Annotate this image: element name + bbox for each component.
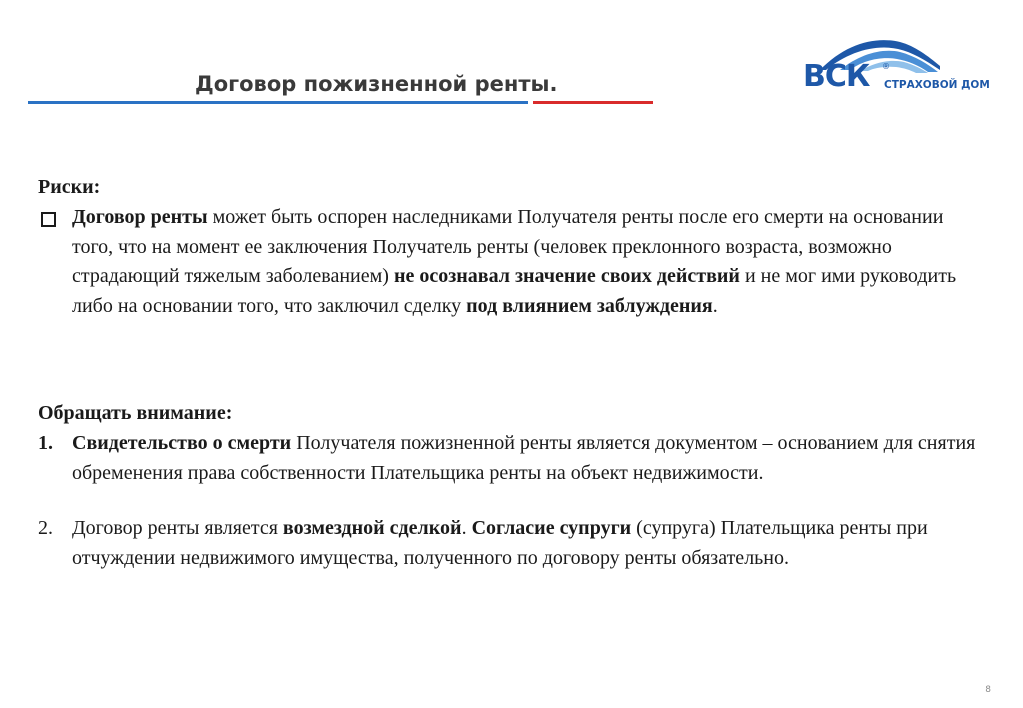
logo-subtitle: СТРАХОВОЙ ДОМ — [884, 79, 990, 91]
risk-bold-delusion: под влиянием заблуждения — [466, 294, 713, 317]
attention-item-2-text — [72, 514, 988, 573]
checkbox-bullet-icon — [41, 212, 56, 227]
attention-item-2 — [38, 514, 988, 573]
title-underline-blue — [28, 101, 528, 104]
list-number: 2. — [38, 517, 53, 539]
page-number: 8 — [985, 685, 991, 695]
attention-text-1: Получателя пожизненной ренты является документом – основанием для снятия обременения права собственности Плательщика ренты на объект недвижимости. — [72, 432, 976, 484]
risk-text-end: . — [712, 294, 718, 317]
risk-item-text — [72, 203, 988, 321]
attention-bold-certificate: Свидетельство о смерти — [72, 432, 292, 454]
logo-abbreviation: ВСК — [803, 59, 870, 94]
risk-text-2: и не мог ими руководить либо на основании того, что заключил сделку — [72, 265, 957, 317]
risks-heading: Риски: — [38, 176, 101, 198]
attention-text-2c: (супруга) Плательщика ренты при отчуждении недвижимого имущества, полученного по договору ренты обязательно. — [72, 517, 928, 569]
risk-bold-contract: Договор ренты — [72, 206, 208, 228]
attention-bold-consent: Согласие супруги — [471, 517, 632, 539]
risk-bold-awareness: не осознавал значение своих действий — [393, 265, 740, 287]
attention-text-2a: Договор ренты является — [72, 517, 283, 539]
attention-bold-compensated: возмездной сделкой — [282, 517, 462, 539]
risk-item — [38, 203, 988, 321]
list-number: 1. — [38, 432, 53, 454]
risk-text-1: может быть оспорен наследниками Получателя ренты после его смерти на основании того, что на момент ее заключения Получатель ренты (человек преклонного возраста, возможно страдающий тяжелым заболеванием) — [72, 206, 944, 287]
title-underline-red — [533, 101, 653, 104]
attention-item-1 — [38, 429, 988, 488]
logo-registered-mark: ® — [882, 62, 890, 71]
attention-heading: Обращать внимание: — [38, 402, 233, 424]
attention-text-2b: . — [461, 517, 472, 539]
vsk-logo — [800, 34, 990, 96]
slide-title: Договор пожизненной ренты. — [195, 72, 558, 96]
attention-item-1-text — [72, 429, 988, 488]
